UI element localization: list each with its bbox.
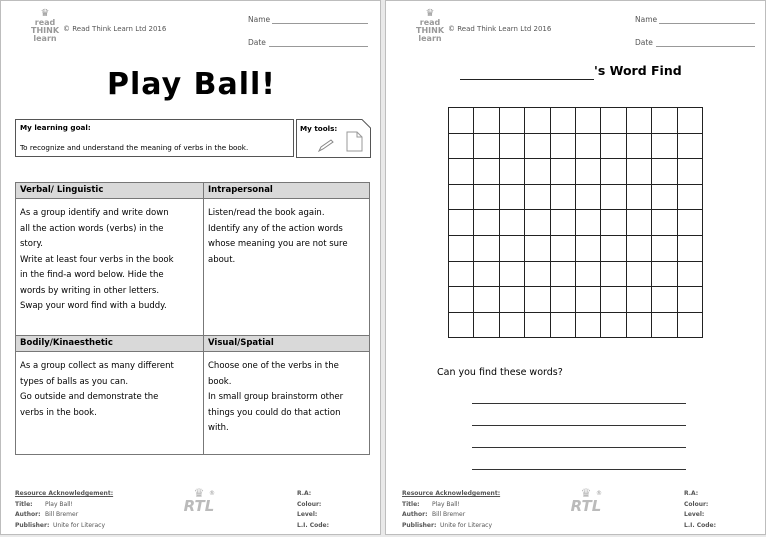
grid-cell[interactable] bbox=[652, 261, 677, 287]
grid-cell[interactable] bbox=[652, 184, 677, 210]
activity-page bbox=[0, 0, 381, 535]
section-body bbox=[16, 199, 204, 336]
grid-cell[interactable] bbox=[525, 235, 550, 261]
logo-text-learn: learn bbox=[418, 34, 442, 43]
section-heading: Visual/Spatial bbox=[204, 336, 370, 352]
grid-cell[interactable] bbox=[449, 184, 474, 210]
text-line: types of balls as you can. bbox=[20, 376, 129, 387]
grid-cell[interactable] bbox=[575, 235, 600, 261]
grid-row bbox=[449, 210, 703, 236]
learning-goal-text: To recognize and understand the meaning of verbs in the book. bbox=[20, 143, 249, 152]
grid-cell[interactable] bbox=[575, 159, 600, 185]
grid-cell[interactable] bbox=[550, 108, 575, 134]
grid-cell[interactable] bbox=[474, 312, 499, 338]
grid-cell[interactable] bbox=[525, 108, 550, 134]
grid-row bbox=[449, 133, 703, 159]
grid-cell[interactable] bbox=[499, 210, 524, 236]
grid-cell[interactable] bbox=[499, 184, 524, 210]
date-label: Date bbox=[635, 38, 653, 47]
word-answer-line[interactable] bbox=[472, 425, 686, 426]
grid-row bbox=[449, 108, 703, 134]
grid-cell[interactable] bbox=[474, 287, 499, 313]
read-think-learn-logo bbox=[416, 9, 444, 51]
grid-cell[interactable] bbox=[601, 235, 626, 261]
grid-cell[interactable] bbox=[626, 210, 651, 236]
grid-cell[interactable] bbox=[550, 133, 575, 159]
footer-publisher-key: Publisher: bbox=[402, 521, 437, 529]
word-list-prompt: Can you find these words? bbox=[437, 367, 563, 378]
text-line: in the find-a word below. Hide the bbox=[20, 270, 164, 280]
footer-author-key: Author: bbox=[15, 511, 41, 518]
grid-cell[interactable] bbox=[601, 133, 626, 159]
grid-cell[interactable] bbox=[525, 133, 550, 159]
grid-cell[interactable] bbox=[601, 261, 626, 287]
grid-cell[interactable] bbox=[575, 261, 600, 287]
grid-cell[interactable] bbox=[677, 210, 702, 236]
grid-cell[interactable] bbox=[449, 235, 474, 261]
grid-cell[interactable] bbox=[626, 287, 651, 313]
name-label: Name bbox=[248, 15, 271, 24]
grid-cell[interactable] bbox=[575, 184, 600, 210]
word-answer-line[interactable] bbox=[472, 469, 686, 470]
crown-icon: ♛ bbox=[425, 8, 435, 19]
text-line: things you could do that action bbox=[208, 407, 341, 418]
text-line: story. bbox=[20, 239, 43, 249]
grid-cell[interactable] bbox=[601, 108, 626, 134]
level-info bbox=[297, 489, 329, 531]
grid-cell[interactable] bbox=[626, 235, 651, 261]
date-field[interactable] bbox=[656, 46, 755, 47]
crown-icon: ♛ bbox=[40, 8, 50, 19]
word-find-page bbox=[385, 0, 766, 535]
text-line: Write at least four verbs in the book bbox=[20, 254, 174, 265]
footer-author-value: Bill Bremer bbox=[45, 511, 79, 518]
grid-cell[interactable] bbox=[601, 159, 626, 185]
text-line: with. bbox=[208, 423, 229, 433]
grid-cell[interactable] bbox=[677, 235, 702, 261]
text-line: Go outside and demonstrate the bbox=[20, 392, 159, 402]
crown-icon: ♛ bbox=[193, 486, 205, 500]
text-line: Identify any of the action words bbox=[208, 223, 343, 234]
activities-table bbox=[15, 182, 370, 455]
copyright: © Read Think Learn Ltd 2016 bbox=[63, 25, 167, 33]
footer-title-key: Title: bbox=[15, 500, 33, 508]
section-heading: Intrapersonal bbox=[204, 183, 370, 199]
grid-cell[interactable] bbox=[626, 261, 651, 287]
grid-cell[interactable] bbox=[677, 108, 702, 134]
text-line: In small group brainstorm other bbox=[208, 392, 344, 402]
learning-goal-box bbox=[15, 119, 294, 157]
grid-cell[interactable] bbox=[449, 210, 474, 236]
level-key: Level: bbox=[684, 511, 705, 518]
section-heading: Verbal/ Linguistic bbox=[16, 183, 204, 199]
grid-cell[interactable] bbox=[525, 159, 550, 185]
tools-label: My tools: bbox=[300, 124, 338, 133]
grid-cell[interactable] bbox=[652, 159, 677, 185]
grid-cell[interactable] bbox=[550, 210, 575, 236]
grid-cell[interactable] bbox=[677, 287, 702, 313]
grid-cell[interactable] bbox=[550, 261, 575, 287]
text-line: words by writing in other letters. bbox=[20, 285, 160, 296]
colour-key: Colour: bbox=[684, 500, 709, 508]
student-name-field[interactable] bbox=[460, 79, 594, 80]
logo-text-think: THINK bbox=[31, 26, 60, 35]
footer-publisher-key: Publisher: bbox=[15, 521, 50, 529]
text-line: Swap your word find with a buddy. bbox=[20, 301, 167, 311]
rtl-logo-text: RTL bbox=[570, 497, 602, 515]
grid-cell[interactable] bbox=[652, 108, 677, 134]
grid-cell[interactable] bbox=[474, 235, 499, 261]
grid-row bbox=[449, 261, 703, 287]
tools-box bbox=[296, 119, 371, 158]
grid-cell[interactable] bbox=[677, 184, 702, 210]
code-key: L.I. Code: bbox=[297, 521, 329, 529]
grid-cell[interactable] bbox=[601, 184, 626, 210]
ack-label: Resource Acknowledgement: bbox=[15, 490, 114, 497]
registered-mark: ® bbox=[596, 490, 602, 497]
grid-cell[interactable] bbox=[626, 184, 651, 210]
grid-cell[interactable] bbox=[550, 159, 575, 185]
text-line: all the action words (verbs) in the bbox=[20, 223, 164, 234]
logo-text-read: read bbox=[419, 18, 441, 27]
grid-cell[interactable] bbox=[601, 287, 626, 313]
grid-cell[interactable] bbox=[499, 108, 524, 134]
section-heading: Bodily/Kinaesthetic bbox=[16, 336, 204, 352]
text-line: book. bbox=[208, 376, 232, 387]
text-line: verbs in the book. bbox=[20, 407, 97, 418]
resource-acknowledgement bbox=[15, 489, 113, 531]
grid-row bbox=[449, 184, 703, 210]
grid-cell[interactable] bbox=[575, 210, 600, 236]
footer-publisher-value: Unite for Literacy bbox=[440, 521, 493, 529]
text-line: Choose one of the verbs in the bbox=[208, 361, 339, 371]
grid-cell[interactable] bbox=[499, 133, 524, 159]
grid-cell[interactable] bbox=[550, 184, 575, 210]
footer-title-value: Play Ball! bbox=[45, 500, 73, 508]
name-label: Name bbox=[635, 15, 658, 24]
grid-cell[interactable] bbox=[474, 184, 499, 210]
level-key: Level: bbox=[297, 511, 318, 518]
grid-cell[interactable] bbox=[550, 235, 575, 261]
grid-cell[interactable] bbox=[449, 312, 474, 338]
footer-author-key: Author: bbox=[402, 511, 428, 518]
grid-cell[interactable] bbox=[499, 235, 524, 261]
footer-author-value: Bill Bremer bbox=[432, 511, 466, 518]
section-body bbox=[204, 352, 370, 455]
grid-cell[interactable] bbox=[449, 108, 474, 134]
grid-cell[interactable] bbox=[626, 108, 651, 134]
grid-cell[interactable] bbox=[449, 159, 474, 185]
text-line: whose meaning you are not sure bbox=[208, 239, 348, 249]
code-key: L.I. Code: bbox=[684, 521, 716, 529]
grid-cell[interactable] bbox=[499, 261, 524, 287]
grid-cell[interactable] bbox=[677, 312, 702, 338]
grid-cell[interactable] bbox=[652, 133, 677, 159]
grid-cell[interactable] bbox=[525, 210, 550, 236]
grid-row bbox=[449, 312, 703, 338]
grid-cell[interactable] bbox=[449, 133, 474, 159]
date-field[interactable] bbox=[269, 46, 368, 47]
logo-text-think: THINK bbox=[416, 26, 445, 35]
logo-text-read: read bbox=[34, 18, 56, 27]
word-answer-line[interactable] bbox=[472, 447, 686, 448]
grid-cell[interactable] bbox=[575, 287, 600, 313]
word-find-grid[interactable] bbox=[448, 107, 703, 338]
grid-cell[interactable] bbox=[652, 235, 677, 261]
grid-cell[interactable] bbox=[499, 159, 524, 185]
grid-cell[interactable] bbox=[652, 210, 677, 236]
grid-cell[interactable] bbox=[601, 312, 626, 338]
name-field[interactable] bbox=[659, 23, 755, 24]
copyright: © Read Think Learn Ltd 2016 bbox=[448, 25, 552, 33]
grid-cell[interactable] bbox=[525, 287, 550, 313]
grid-cell[interactable] bbox=[449, 287, 474, 313]
grid-cell[interactable] bbox=[626, 312, 651, 338]
paper-icon bbox=[346, 131, 363, 152]
text-line: As a group identify and write down bbox=[20, 208, 169, 218]
grid-cell[interactable] bbox=[525, 261, 550, 287]
grid-cell[interactable] bbox=[474, 133, 499, 159]
ack-label: Resource Acknowledgement: bbox=[402, 490, 501, 497]
rtl-logo-text: RTL bbox=[183, 497, 215, 515]
grid-cell[interactable] bbox=[525, 312, 550, 338]
crown-icon: ♛ bbox=[580, 486, 592, 500]
logo-text-learn: learn bbox=[33, 34, 57, 43]
footer-publisher-value: Unite for Literacy bbox=[53, 521, 106, 529]
grid-cell[interactable] bbox=[575, 312, 600, 338]
grid-cell[interactable] bbox=[550, 287, 575, 313]
registered-mark: ® bbox=[209, 490, 215, 497]
word-answer-line[interactable] bbox=[472, 403, 686, 404]
learning-goal-label: My learning goal: bbox=[20, 123, 91, 132]
page-title: Play Ball! bbox=[107, 67, 276, 102]
grid-cell[interactable] bbox=[677, 133, 702, 159]
grid-cell[interactable] bbox=[474, 261, 499, 287]
grid-cell[interactable] bbox=[525, 184, 550, 210]
grid-cell[interactable] bbox=[626, 133, 651, 159]
grid-cell[interactable] bbox=[677, 159, 702, 185]
ra-key: R.A: bbox=[684, 490, 699, 497]
grid-row bbox=[449, 287, 703, 313]
grid-cell[interactable] bbox=[626, 159, 651, 185]
colour-key: Colour: bbox=[297, 500, 322, 508]
word-find-title: 's Word Find bbox=[594, 63, 682, 78]
grid-cell[interactable] bbox=[474, 108, 499, 134]
section-body bbox=[16, 352, 204, 455]
resource-acknowledgement bbox=[402, 489, 500, 531]
grid-cell[interactable] bbox=[575, 133, 600, 159]
grid-cell[interactable] bbox=[499, 287, 524, 313]
ra-key: R.A: bbox=[297, 490, 312, 497]
date-label: Date bbox=[248, 38, 266, 47]
grid-row bbox=[449, 159, 703, 185]
text-line: As a group collect as many different bbox=[20, 361, 174, 371]
grid-row bbox=[449, 235, 703, 261]
grid-cell[interactable] bbox=[677, 261, 702, 287]
level-info bbox=[684, 489, 716, 531]
grid-cell[interactable] bbox=[601, 210, 626, 236]
text-line: about. bbox=[208, 254, 236, 265]
grid-cell[interactable] bbox=[499, 312, 524, 338]
text-line: Listen/read the book again. bbox=[208, 208, 325, 218]
grid-cell[interactable] bbox=[652, 287, 677, 313]
pencil-icon bbox=[317, 139, 335, 153]
footer-title-key: Title: bbox=[402, 500, 420, 508]
grid-cell[interactable] bbox=[652, 312, 677, 338]
grid-cell[interactable] bbox=[474, 210, 499, 236]
grid-cell[interactable] bbox=[550, 312, 575, 338]
read-think-learn-logo bbox=[31, 9, 59, 51]
grid-cell[interactable] bbox=[474, 159, 499, 185]
name-field[interactable] bbox=[272, 23, 368, 24]
footer-title-value: Play Ball! bbox=[432, 500, 460, 508]
grid-cell[interactable] bbox=[449, 261, 474, 287]
section-body bbox=[204, 199, 370, 336]
grid-cell[interactable] bbox=[575, 108, 600, 134]
